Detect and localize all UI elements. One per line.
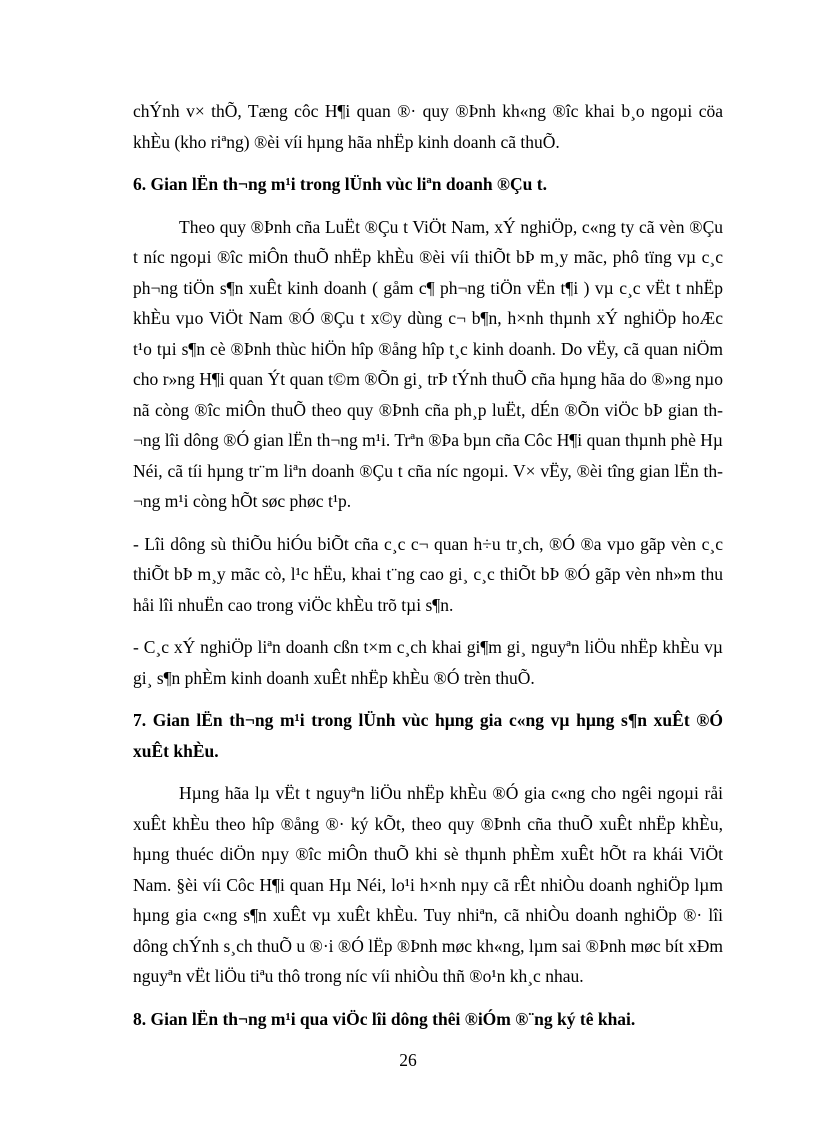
- paragraph-3: Theo quy ®Þnh cña LuËt ®Çu t ViÖt Nam, xÝ nghiÖp, c«ng ty cã vèn ®Çu t níc ngoµi ®îc miÔn thuÕ nhËp khÈu ®èi víi thiÕt bÞ m¸y mãc, phô tïng vµ c¸c ph¬ng tiÖn s¶n xuÊt kinh doanh ( gåm c¶ ph¬ng tiÖn vËn t¶i ) vµ c¸c vËt t nhËp khÈu vµo ViÖt Nam ®Ó ®Çu t x©y dùng c¬ b¶n, h×nh thµnh xÝ nghiÖp hoÆc t¹o tµi s¶n cè ®Þnh thùc hiÖn hîp ®ång hîp t¸c kinh doanh. Do vËy, cã quan niÖm cho r»ng H¶i quan Ýt quan t©m ®Õn gi¸ trÞ tÝnh thuÕ cña hµng hãa do ®»ng nµo nã còng ®îc miÔn thuÕ theo quy ®Þnh cña ph¸p luËt, dÉn ®Õn viÖc bÞ gian th¬ng lîi dông ®Ó gian lËn th¬ng m¹i. Trªn ®Þa bµn cña Côc H¶i quan thµnh phè Hµ Néi, cã tíi hµng tr¨m liªn doanh ®Çu t cña níc ngoµi. V× vËy, ®èi tîng gian lËn th¬ng m¹i còng hÕt søc phøc t¹p.: [133, 216, 723, 511]
- paragraph-7: Hµng hãa lµ vËt t nguyªn liÖu nhËp khÈu ®Ó gia c«ng cho ngêi ngoµi råi xuÊt khÈu theo hîp ®ång ®· ký kÕt, theo quy ®Þnh cña thuÕ xuÊt nhËp khÈu, hµng thuéc diÖn nµy ®îc miÔn thuÕ khi sè thµnh phÈm xuÊt hÕt ra khái ViÖt Nam. §èi víi Côc H¶i quan Hµ Néi, lo¹i h×nh nµy cã rÊt nhiÒu doanh nghiÖp lµm hµng gia c«ng s¶n xuÊt vµ xuÊt khÈu. Tuy nhiªn, cã nhiÒu doanh nghiÖp ®· lîi dông chÝnh s¸ch thuÕ u ®·i ®Ó lËp ®Þnh møc kh«ng, lµm sai ®Þnh møc bít xÐm nguyªn vËt liÖu tiªu thô trong níc víi nhiÒu thñ ®o¹n kh¸c nhau.: [133, 783, 723, 986]
- heading-6: 6. Gian lËn th¬ng m¹i trong lÜnh vùc liªn doanh ®Çu t.: [133, 174, 547, 194]
- page-number: 26: [399, 1050, 417, 1070]
- paragraph-4: - Lîi dông sù thiÕu hiÓu biÕt cña c¸c c¬ quan h÷u tr¸ch, ®Ó ®a vµo gãp vèn c¸c thiÕt bÞ m¸y mãc cò, l¹c hËu, khai t¨ng cao gi¸ c¸c thiÕt bÞ ®Ó gãp vèn nh»m thu håi lîi nhuËn cao trong viÖc khÈu trõ tµi s¶n.: [133, 533, 723, 615]
- heading-7: 7. Gian lËn th¬ng m¹i trong lÜnh vùc hµng gia c«ng vµ hµng s¶n xuÊt ®Ó xuÊt khÈu.: [133, 710, 723, 761]
- paragraph-1: chÝnh v× thÕ, Tæng côc H¶i quan ®· quy ®Þnh kh«ng ®îc khai b¸o ngoµi cöa khÈu (kho riªng) ®èi víi hµng hãa nhËp kinh doanh cã thuÕ.: [133, 101, 723, 152]
- paragraph-5: - C¸c xÝ nghiÖp liªn doanh cßn t×m c¸ch khai gi¶m gi¸ nguyªn liÖu nhËp khÈu vµ gi¸ s¶n phÈm kinh doanh xuÊt nhËp khÈu ®Ó trèn thuÕ.: [133, 637, 723, 688]
- document-page: [133, 96, 723, 1034]
- heading-8: 8. Gian lËn th¬ng m¹i qua viÖc lîi dông thêi ®iÓm ®¨ng ký tê khai.: [133, 1008, 636, 1029]
